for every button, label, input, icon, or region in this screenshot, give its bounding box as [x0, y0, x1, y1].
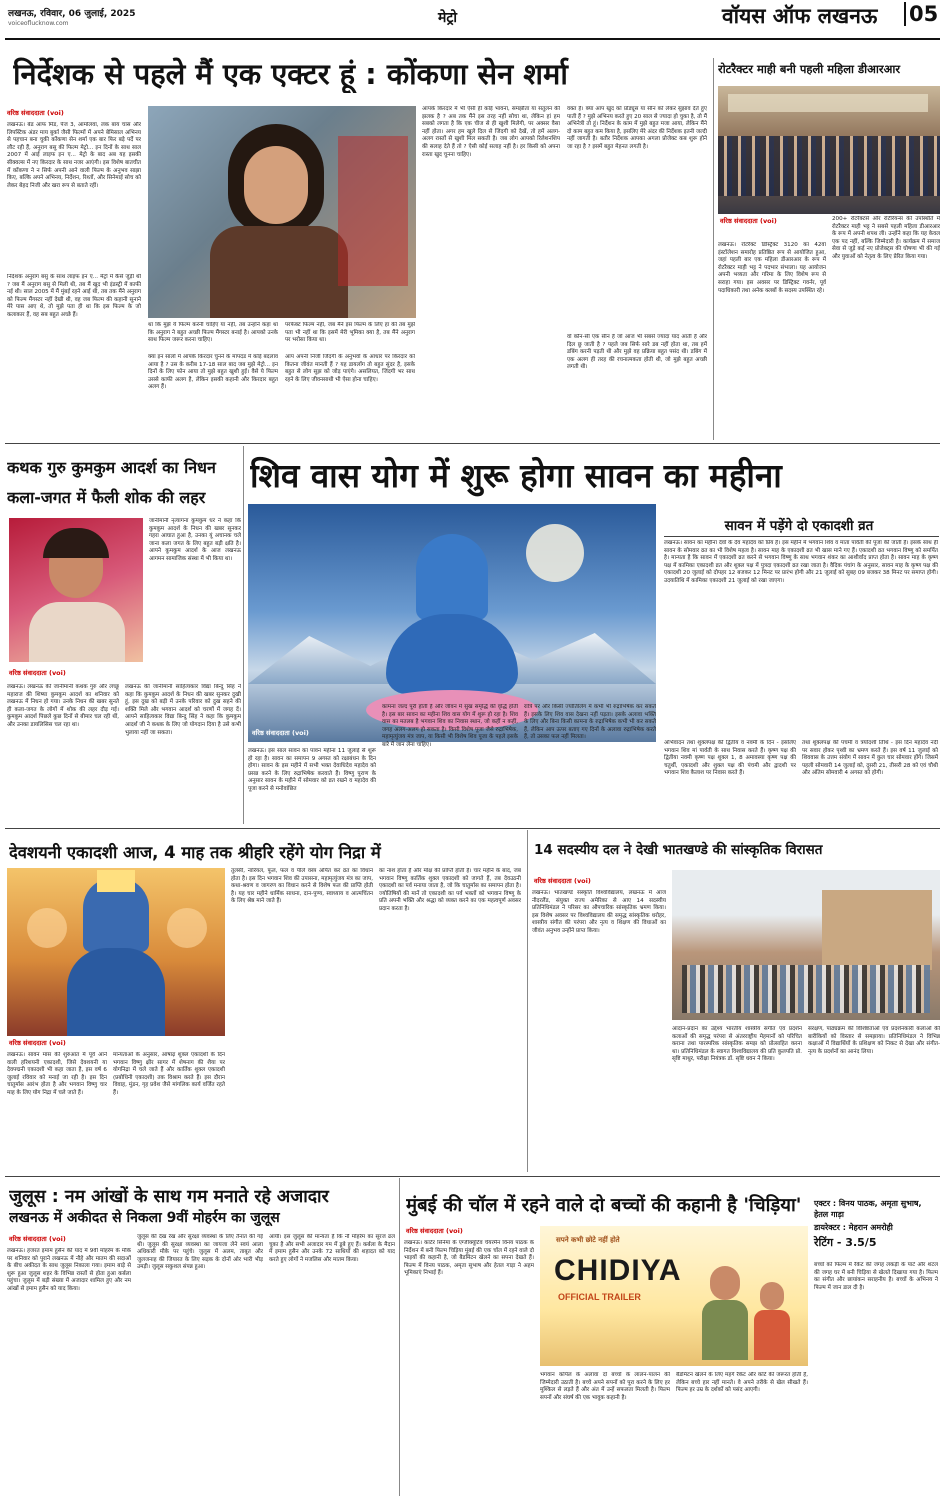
chidiya-col4: बच्चों को फिल्म में रैकेट की जगह लकड़ी के पाटे और शटल की जगह घर में बनी चिड़िया से खेलते दिखाया गया है। फिल्म का संगीत और छायांकन सराहनीय है। बच्चों के अभिनय ने फिल्म में जान डाल दी है। [814, 1262, 938, 1291]
muharram-byline: वरिष्ठ संवाददाता (voi) [9, 1235, 66, 1243]
ekadashi-rule [664, 536, 939, 537]
chidiya-credits [814, 1198, 938, 1258]
muharram-col2: जुलूस की देख रेख और सुरक्षा व्यवस्था के लिए तैनात की गई थी। जुलूस की सुरक्षा व्यवस्था का जायजा लेने स्वयं आला अधिकारी मौके पर पहुंचे। जुलूस में अलम, ताबूत और जुलजनाह की जियारत के लिए सड़क के दोनों ओर भारी भीड़ उमड़ी। जुलूस सकुशल संपन्न हुआ। [137, 1234, 263, 1271]
bhatkhande-headline: 14 सदस्यीय दल ने देखी भातखण्डे की सांस्कृतिक विरासत [534, 842, 823, 858]
kumkum-side: जानीमानी नृत्यांगना कुमकुम धर ने कहा कि कुमकुम आदर्श के निधन की खबर सुनकर गहरा आघात हुआ है, उनका यूं अचानक चले जाना कला जगत के लिए बहुत बड़ी क्षति है। आपने कुमकुम आदर्श के आज लखनऊ आगमन सामाजिक संस्था में भी किया था। [149, 518, 241, 562]
kumkum-col2: लखनऊ की जानीमानी साहित्यकार विद्या बिन्दु सिंह ने कहा कि कुमकुम आदर्श के निधन की खबर सुनकर दुखी हूं, इस दुख को बड़ी में उनके परिवार को दुख सहने की शक्ति मिले और भगवान आदर्श को चरणों में जगह दें। आपने साहित्यकार विद्या बिन्दु सिंह ने कहा कि कुमकुम आदर्श जी ने कथक के लिए जो योगदान दिया है उसे कभी भुलाया नहीं जा सकता। [125, 684, 241, 736]
site-url: voiceoflucknow.com [8, 20, 69, 27]
chidiya-rating: रेटिंग - 3.5/5 [814, 1236, 877, 1249]
sawan-byline: वरिष्ठ संवाददाता (voi) [252, 729, 309, 737]
ekadashi-col2: अभिवादन तथा शुक्लपक्ष की द्वितीय व नवमी के दिन - इसलिए भगवान शिव मां पार्वती के साथ निवास करते हैं। कृष्ण पक्ष की द्वितीया नवमी कृष्ण पक्ष शुक्ल 1, 8 अमावस्या कृष्ण पक्ष की चतुर्थी, एकादशी और शुक्ल पक्ष की पंचमी और द्वादशी पर भगवान शिव कैलाश पर निवास करते हैं। [664, 740, 796, 777]
muharram-headline-2: लखनऊ में अकीदत से निकला 9वीं मोहर्रम का जुलूस [9, 1210, 280, 1226]
sawan-col2: कामना जल्द पूरी होती है और जीवन में सुख समृद्धि की वृद्धि होती है। इस बार सावन का महीना शिव वास योग में शुरू हो रहा है। शिव वास का मतलब है भगवान शिव का निवास स्थान, जो कहीं न कहीं, जगह अलग-अलग हो सकता है। किसी विशेष पूजा जैसे रुद्राभिषेक, महामृत्युंजय मंत्र जाप, या किसी भी विशेष शिव पूजा के पहले इसके बारे में जान लेना चाहिए। [382, 704, 518, 748]
konkona-col1b: निर्देशक अनुराग बसु के साथ लाइफ इन ए... मेट्रो में कैसे जुड़ी थीं ? जब मैं अनुराग बसु से मिली थी, तब मैं खुद भी इंडस्ट्री में काफी नई थी। साल 2005 में मैं मुंबई रहने आई थी, तब तक मैंने अनुराग को फिल्म मैंगस्टर नहीं देखी थी, वह जब फिल्म की कहानी सुनाने मेरे पास आए थे, तो मुझे पता ही था कि इस फिल्म के जो कलाकार हैं, वह सब बहुत अच्छे हैं। [7, 274, 141, 318]
kumkum-headline-2: कला-जगत में फैली शोक की लहर [7, 488, 206, 507]
kumkum-col1: लखनऊ। लखनऊ की जानीमानी कथक गुरु और लच्छू महाराज की शिष्या कुमकुम आदर्श का शनिवार को लखनऊ में निधन हो गया। उनके निधन की खबर सुनते ही कला-जगत के लोगों में शोक की लहर दौड़ गई। कुमकुम आदर्श पिछले कुछ दिनों से बीमार चल रही थीं, और उनका डायलिसिस चल रहा था। [7, 684, 119, 728]
dir-col1: लखनऊ। रोटरैक्ट डिस्ट्रिक्ट 3120 का 42वां इंस्टॉलेशन समारोह प्रतिष्ठित रूप से आयोजित हुआ, जहां पहली बार एक महिला डीआरआर के रूप में रोटरैक्टर माही भट्ट ने पदभार संभाला। यह आयोजन अपनी भव्यता और गरिमा के लिए विशेष रूप से सराहा गया। इस अवसर पर डिस्ट्रिक्ट गवर्नर, पूर्व पदाधिकारी तथा अनेक क्लबों के सदस्य उपस्थित रहे। [718, 242, 826, 294]
rule-2 [5, 828, 940, 829]
divider-mid [243, 446, 244, 824]
divider-bottom [399, 1178, 400, 1496]
poster-title: CHIDIYA [554, 1254, 682, 1287]
chidiya-headline: मुंबई की चॉल में रहने वाले दो बच्चों की कहानी है 'चिड़िया' [406, 1195, 802, 1216]
konkona-col5b: वो कौन-सी एक सीन है जो आज भी सबसे ज्यादा याद आती है और दिल छू जाती है ? पहले जब सिर्फ सारे डब नहीं होता था, तब हमें डबिंग करनी पड़ती थी और मुझे वह प्रक्रिया बहुत पसंद थी। डबिंग में एक अलग ही तरह की रचनात्मकता होती थी, जो मुझे बहुत अच्छी लगती थी। [567, 334, 707, 371]
kumkum-article [5, 446, 241, 826]
bhatkhande-photo [672, 870, 940, 1020]
sawan-col3: रात्रि पर और किसी ज्योतिलिंग में कभी भी रुद्राभिषेक कर सकते हैं। इसके लिए शिव वास देखना नहीं पड़ता। इसके अलावा भक्ति के लिए और बिना किसी कामना के रुद्राभिषेक कभी भी कर सकते हैं, लेकिन आप ऊपर बताए गए दिनों के अलावा रुद्राभिषेक करते हैं, तो उसका फल नहीं मिलता। [524, 704, 656, 741]
poster-subtitle: OFFICIAL TRAILER [558, 1292, 641, 1302]
konkona-col4: आपके किरदार में भी ऐसी ही कोई भावना, समझौता या संतुलन की झलक है ? अब तक मैंने इस तरह नहीं सोचा था, लेकिन हां हम सबको लगता है कि एक चीज से ही खुशी मिलेगी, पर अक्सर वैसा नहीं होता। अगर हम खुले दिल से जिंदगी को देखें, तो हमें अलग-अलग रास्तों से खुशी मिल सकती है। जब लोग आपको रिलेशनशिप की सलाह देते हैं तो ? ऐसी कोई सलाह नहीं है। हर किसी को अपना रास्ता खुद चुनना चाहिए। [422, 106, 560, 158]
bhatkhande-article [530, 830, 941, 1174]
bhatkhande-byline: वरिष्ठ संवाददाता (voi) [534, 877, 591, 885]
devshayani-col1: लखनऊ। सावन मास की शुरुआत में पूर्व आने वाली हरिशयनी एकादशी, जिसे देवशयनी या देवपद्मनी एकादशी भी कहा जाता है, इस वर्ष 6 जुलाई रविवार को मनाई जा रही है। इस दिन चातुर्मास आरंभ होता है और भगवान विष्णु चार माह के लिए योग निद्रा में चले जाते हैं। [7, 1052, 107, 1096]
konkona-col2a: था कि मुझे ये फिल्म करनी चाहिए या नहीं, तब उन्होंने कहा था कि अनुराग ने बहुत अच्छी फिल्म मैंगस्टर बनाई है। आपको उनके साथ फिल्म जरूर करना चाहिए। [148, 322, 278, 344]
chidiya-actors: एक्टर : विनय पाठक, अमृता सुभाष, हेतल गाड़ा [814, 1199, 922, 1219]
chidiya-col3: बैडमिंटन खेलने के लिए महंगे रैकेट और कोर्ट की जरूरत होती है, लेकिन बच्चे हार नहीं मानते। वे अपने तरीके से खेल सीखते हैं। फिल्म हर उम्र के दर्शकों को पसंद आएगी। [676, 1372, 808, 1394]
masthead-rule [5, 38, 940, 40]
rule-3 [5, 1176, 940, 1177]
sawan-headline: शिव वास योग में शुरू होगा सावन का महीना [250, 456, 782, 495]
devshayani-byline: वरिष्ठ संवाददाता (voi) [9, 1039, 66, 1047]
ekadashi-sub-headline: सावन में पड़ेंगे दो एकादशी व्रत [724, 518, 874, 534]
konkona-col3b: आप अपनी निजी जिंदगी के अनुभवों के आधार पर किरदार को कितना जीवंत मानती हैं ? यह डायलॉग तो बहुत सुंदर है, इसके बहुत से लोग सुझ को जोड़ पाएंगे। असलियत, जिंदगी भर साथ रहने के लिए जीवनसाथी भी ऐसा होना चाहिए। [285, 354, 415, 383]
section-name: मेट्रो [438, 10, 458, 26]
chidiya-col1: लखनऊ। कार्टर सिनेमा के एग्जीक्यूटिव चेयरमैन विनय पाठक के निर्देशन में बनी फिल्म चिड़िया मुंबई की एक चॉल में रहने वाले दो भाइयों की कहानी है, जो बैडमिंटन खेलने का सपना देखते हैं। फिल्म में विनय पाठक, अमृता सुभाष और हेतल गाड़ा ने अहम भूमिकाएं निभाई हैं। [404, 1240, 534, 1277]
devshayani-col4: का नाश होता है और मोक्ष की प्राप्ति होती है। चार महीने के बाद, जब भगवान विष्णु कार्तिक शुक्ल एकादशी को जागते हैं, तब देवउठनी एकादशी का पर्व मनाया जाता है, जो कि चातुर्मास का समापन होता है। ज्योतिषियों की मानें तो एकादशी का पर्व भक्तों को भगवान विष्णु के प्रति अपनी भक्ति और श्रद्धा को व्यक्त करने का एक महत्वपूर्ण अवसर प्रदान करता है। [379, 868, 521, 912]
dir-article [716, 42, 941, 442]
devshayani-article [5, 830, 525, 1174]
kumkum-byline: वरिष्ठ संवाददाता (voi) [9, 669, 66, 677]
chidiya-byline: वरिष्ठ संवाददाता (voi) [406, 1227, 463, 1235]
dir-group-photo [718, 86, 940, 214]
poster-tagline: सपने कभी छोटे नहीं होते [556, 1236, 620, 1244]
page-number: 05 [904, 2, 938, 26]
chidiya-article [402, 1178, 941, 1498]
dir-col2: 200+ रोटरैक्टर्स और रोटेरियन्स की उपस्थिति में रोटरैक्टर माही भट्ट ने सबसे पहली महिला डीआरआर के रूप में अपनी शपथ ली। उन्होंने कहा कि यह केवल एक पद नहीं, बल्कि जिम्मेदारी है। कार्यक्रम में समाज सेवा से जुड़े कई नए प्रोजेक्ट्स की घोषणा भी की गई और युवाओं को नेतृत्व के लिए प्रेरित किया गया। [832, 216, 940, 260]
kumkum-photo [9, 518, 143, 662]
konkona-col5: वक्त है। क्या आप खुद को प्रोड्यूस या सीन को लेकर सुझाव देते हुए पाती हैं ? मुझे अभिनय करते हुए 20 साल से ज्यादा हो चुका है, तो मैं अभिनेत्री तो हूं। निर्देशन के काम में मुझे बहुत मजा आया, लेकिन मैंने दो काम बहुत कम किया है, इसलिए मेरे अंदर की निर्देशक इतनी जल्दी नहीं जागती है। बतौर निर्देशक आपका अगला प्रोजेक्ट कब शुरू होने जा रहा है ? इसमें बहुत मेहनत लगती है। [567, 106, 707, 150]
brand-name: वॉयस ऑफ लखनऊ [722, 4, 878, 28]
chidiya-poster [540, 1226, 808, 1366]
muharram-col1: लखनऊ। हजरत इमाम हुसैन की याद में 9वीं मोहर्रम के मौके पर शनिवार को पुराने लखनऊ में नौहे और मातम की सदाओं के बीच अकीदत के साथ जुलूस निकाला गया। इमाम बाड़े से शुरू हुआ जुलूस शहर के विभिन्न रास्तों से होता हुआ कर्बला पहुंचा। जुलूस में बड़ी संख्या में अजादार शामिल हुए और नम आंखों से इमाम हुसैन को याद किया। [7, 1248, 131, 1292]
date-line: लखनऊ, रविवार, 06 जुलाई, 2025 [8, 9, 136, 19]
kumkum-headline-1: कथक गुरु कुमकुम आदर्श का निधन [7, 458, 216, 477]
devshayani-col3: तुलसी, नारियल, फूल, फल व पीले वस्त्र अर्पित कर व्रत का विधान होता है। इस दिन भगवान शिव की उपासना, महामृत्युंजय मंत्र का जाप, कथा-श्रवण व जागरण का विधान करने से विशेष फल की प्राप्ति होती है। यह चार महीने धार्मिक साधना, दान-पुण्य, स्वाध्याय व आत्मचिंतन के लिए श्रेष्ठ माने जाते हैं। [231, 868, 373, 905]
konkona-col1: लखनऊ। बेंड आफ मिड, पेज 3, आमोलवा, लक बाय चांस और लिपस्टिक अंडर माय बुर्का जैसी फिल्मों में अपने बेमिसाल अभिनय से पहचान बना चुकी कोंकणा सेन शर्मा एक बार फिर बड़े पर्दे पर लौट रही हैं, अनुराग बसु की फिल्म मेट्रो... इन दिनों के साथ साल 2007 में आई लाइफ इन ए... मेट्रो के बाद अब यह इसकी सीक्वल्स में नए किरदार के साथ नजर आएंगी। इस विशेष बातचीत में कोंकणा ने न सिर्फ अपनी आने वाली फिल्म के अनुभव साझा किए, बल्कि अपने अभिनय, निर्देशन, रिश्तों, और सिनेमाई सोच को लेकर बेहद निजी और खरा रूप से बताते रहीं। [7, 122, 141, 189]
muharram-headline-1: जुलूस : नम आंखों के साथ गम मनाते रहे अजादार [9, 1187, 329, 1207]
sawan-col1: लखनऊ। इस साल सावन का पावन महीना 11 जुलाई से शुरू हो रहा है। सावन का समापन 9 अगस्त को रक्षाबंधन के दिन होगा। सावन के इस महीने में सभी भक्त देवाधिदेव महादेव को प्रसन्न करने के लिए रुद्राभिषेक करवाते हैं। विष्णु पुराण के अनुसार सावन के महीने में सोमवार को व्रत रखने व महादेव की पूजा करने से मनोवांछित [248, 748, 376, 792]
ekadashi-col3: तथा शुक्लपक्ष की पंचमी व त्रयोदशी तिथि - इस दिन महादेव नंदी पर सवार होकर पृथ्वी का भ्रमण करते हैं। इस वर्ष 11 जुलाई को शिववास के उत्तम संयोग में सावन में कुल चार सोमवार होंगे। जिसमें पहली सोमवारी 14 जुलाई को, दूसरी 21, तीसरी 28 को एवं चौथी और अंतिम सोमवारी 4 अगस्त को होगी। [802, 740, 938, 777]
konkona-photo [148, 106, 416, 318]
divider-top [713, 58, 714, 440]
sawan-article [246, 446, 941, 826]
konkona-byline: वरिष्ठ संवाददाता (voi) [7, 109, 64, 117]
bhatkhande-col1: लखनऊ। भातखण्डे संस्कृति विश्वविद्यालय, लखनऊ में आज नीदरलैंड, संयुक्त राज्य अमेरिका से आए 14 सदस्यीय प्रतिनिधिमंडल ने परिसर का औपचारिक सांस्कृतिक भ्रमण किया। इस विशेष अवसर पर विश्वविद्यालय की समृद्ध सांस्कृतिक धरोहर, शास्त्रीय संगीत की परंपरा और नृत्य व शिक्षण की विधाओं का जीवंत अनुभव उन्होंने प्राप्त किया। [532, 890, 666, 934]
konkona-col3a: परफेक्ट फिल्म नहीं, जब मैंने इस फिल्म के लिए हां की तब मुझे पता भी नहीं था कि इसमें मेरी भूमिका क्या है, तब मैंने अनुराग पर भरोसा किया था। [285, 322, 415, 344]
muharram-article [5, 1178, 397, 1498]
bhatkhande-col2: आदान-प्रदान का उद्देश्य भारतीय शास्त्रीय संगीत एवं प्रदर्शन कलाओं की समृद्ध परंपरा से अंतरराष्ट्रीय मेहमानों को परिचित कराना तथा पारस्परिक सांस्कृतिक समझ को प्रोत्साहित करना था। प्रतिनिधिमंडल के स्वागत विश्वविद्यालय की प्रति कुलपति प्रो. सृष्टि माथुर, परीक्षा नियंत्रक डॉ. सृष्टि धवन ने किया। [672, 1026, 802, 1063]
ekadashi-col: लखनऊ। सावन का महीना देवों के देव महादेव को प्रिय है। इस महीने में भगवान शिव व माता पार्वती की पूजा की जाती है। इसके साथ ही सावन के सोमवार व्रत का भी विशेष महत्व है। सावन माह के एकादशी व्रत भी खास माने गए हैं। एकादशी व्रत भगवान विष्णु को समर्पित है। मान्यता है कि सावन में एकादशी व्रत करने से भगवान विष्णु के साथ भगवान शंकर का आशीर्वाद प्राप्त होता है। सावन माह के कृष्ण पक्ष में कामिका एकादशी व्रत और शुक्ल पक्ष में पुत्रदा एकादशी व्रत रखा जाता है। वैदिक पंचांग के अनुसार, सावन माह के कृष्ण पक्ष की एकादशी 20 जुलाई को दोपहर 12 बजकर 12 मिनट पर प्रारंभ होगी और 21 जुलाई को सुबह 09 बजकर 38 मिनट पर समाप्त होगी। उदयातिथि में कामिका एकादशी 21 जुलाई को रखा जाएगा। [664, 540, 938, 584]
masthead [0, 0, 945, 38]
devshayani-col2: मान्यताओं के अनुसार, आषाढ़ शुक्ल एकादशी के दिन भगवान विष्णु क्षीर सागर में शेषनाग की शैया पर योगनिद्रा में चले जाते हैं और कार्तिक शुक्ल एकादशी (प्रबोधिनी एकादशी) तक विश्राम करते हैं। इस दौरान विवाह, मुंडन, गृह प्रवेश जैसे मांगलिक कार्य वर्जित रहते हैं। [113, 1052, 225, 1096]
rule-1 [5, 443, 940, 444]
dir-byline: वरिष्ठ संवाददाता (voi) [720, 217, 777, 225]
chidiya-director: डायरेक्टर : मेहरान अमरोही [814, 1223, 893, 1232]
divider-lower [527, 830, 528, 1172]
bhatkhande-col3: संरक्षण, पाठ्यक्रम की विशिष्टताओं एवं प्रदर्शनकारी कलाओं की बारीकियों को विस्तार से समझाया। प्रतिनिधिमंडल ने विभिन्न कक्षाओं में विद्यार्थियों के प्रशिक्षण को निकट से देखा और संगीत-नृत्य के प्रदर्शनों का आनंद लिया। [808, 1026, 940, 1055]
muharram-col3: आयी। इस जुलूस की मान्यता है कि नौ मोहर्रम का सूरज ढल चुका है और सभी अजादार गम में डूबे हुए हैं। कर्बला के मैदान में इमाम हुसैन और उनके 72 साथियों की शहादत को याद करते हुए लोगों ने मजलिस और मातम किया। [269, 1234, 395, 1263]
chidiya-col2: भगवान कपिल के अलावा दो बच्चों के लालन-पालन की जिम्मेदारी उठाती है। बच्चे अपने सपनों को पूरा करने के लिए हर मुश्किल से लड़ते हैं और अंत में उन्हें सफलता मिलती है। फिल्म सपनों और संघर्ष की एक भावुक कहानी है। [540, 1372, 670, 1401]
dir-headline: रोटरैक्टर माही बनी पहली महिला डीआरआर [718, 62, 901, 76]
devshayani-headline: देवशयनी एकादशी आज, 4 माह तक श्रीहरि रहेंगे योग निद्रा में [9, 843, 381, 862]
konkona-col2b: क्या इन सालों में आपके किरदार चुनने के मापदंड में कोई बदलाव आया है ? उस के करीब 17-18 साल बाद जब मुझे मेट्रो... इन दिनों के लिए फोन आया तो मुझे बहुत खुशी हुई। वैसे ये फिल्म उससे काफी अलग है, लेकिन इसकी कहानी और किरदार बहुत अलग हैं। [148, 354, 278, 391]
vishnu-illustration [7, 868, 225, 1036]
konkona-headline: निर्देशक से पहले मैं एक एक्टर हूं : कोंकणा सेन शर्मा [13, 57, 568, 91]
konkona-article [5, 42, 711, 442]
